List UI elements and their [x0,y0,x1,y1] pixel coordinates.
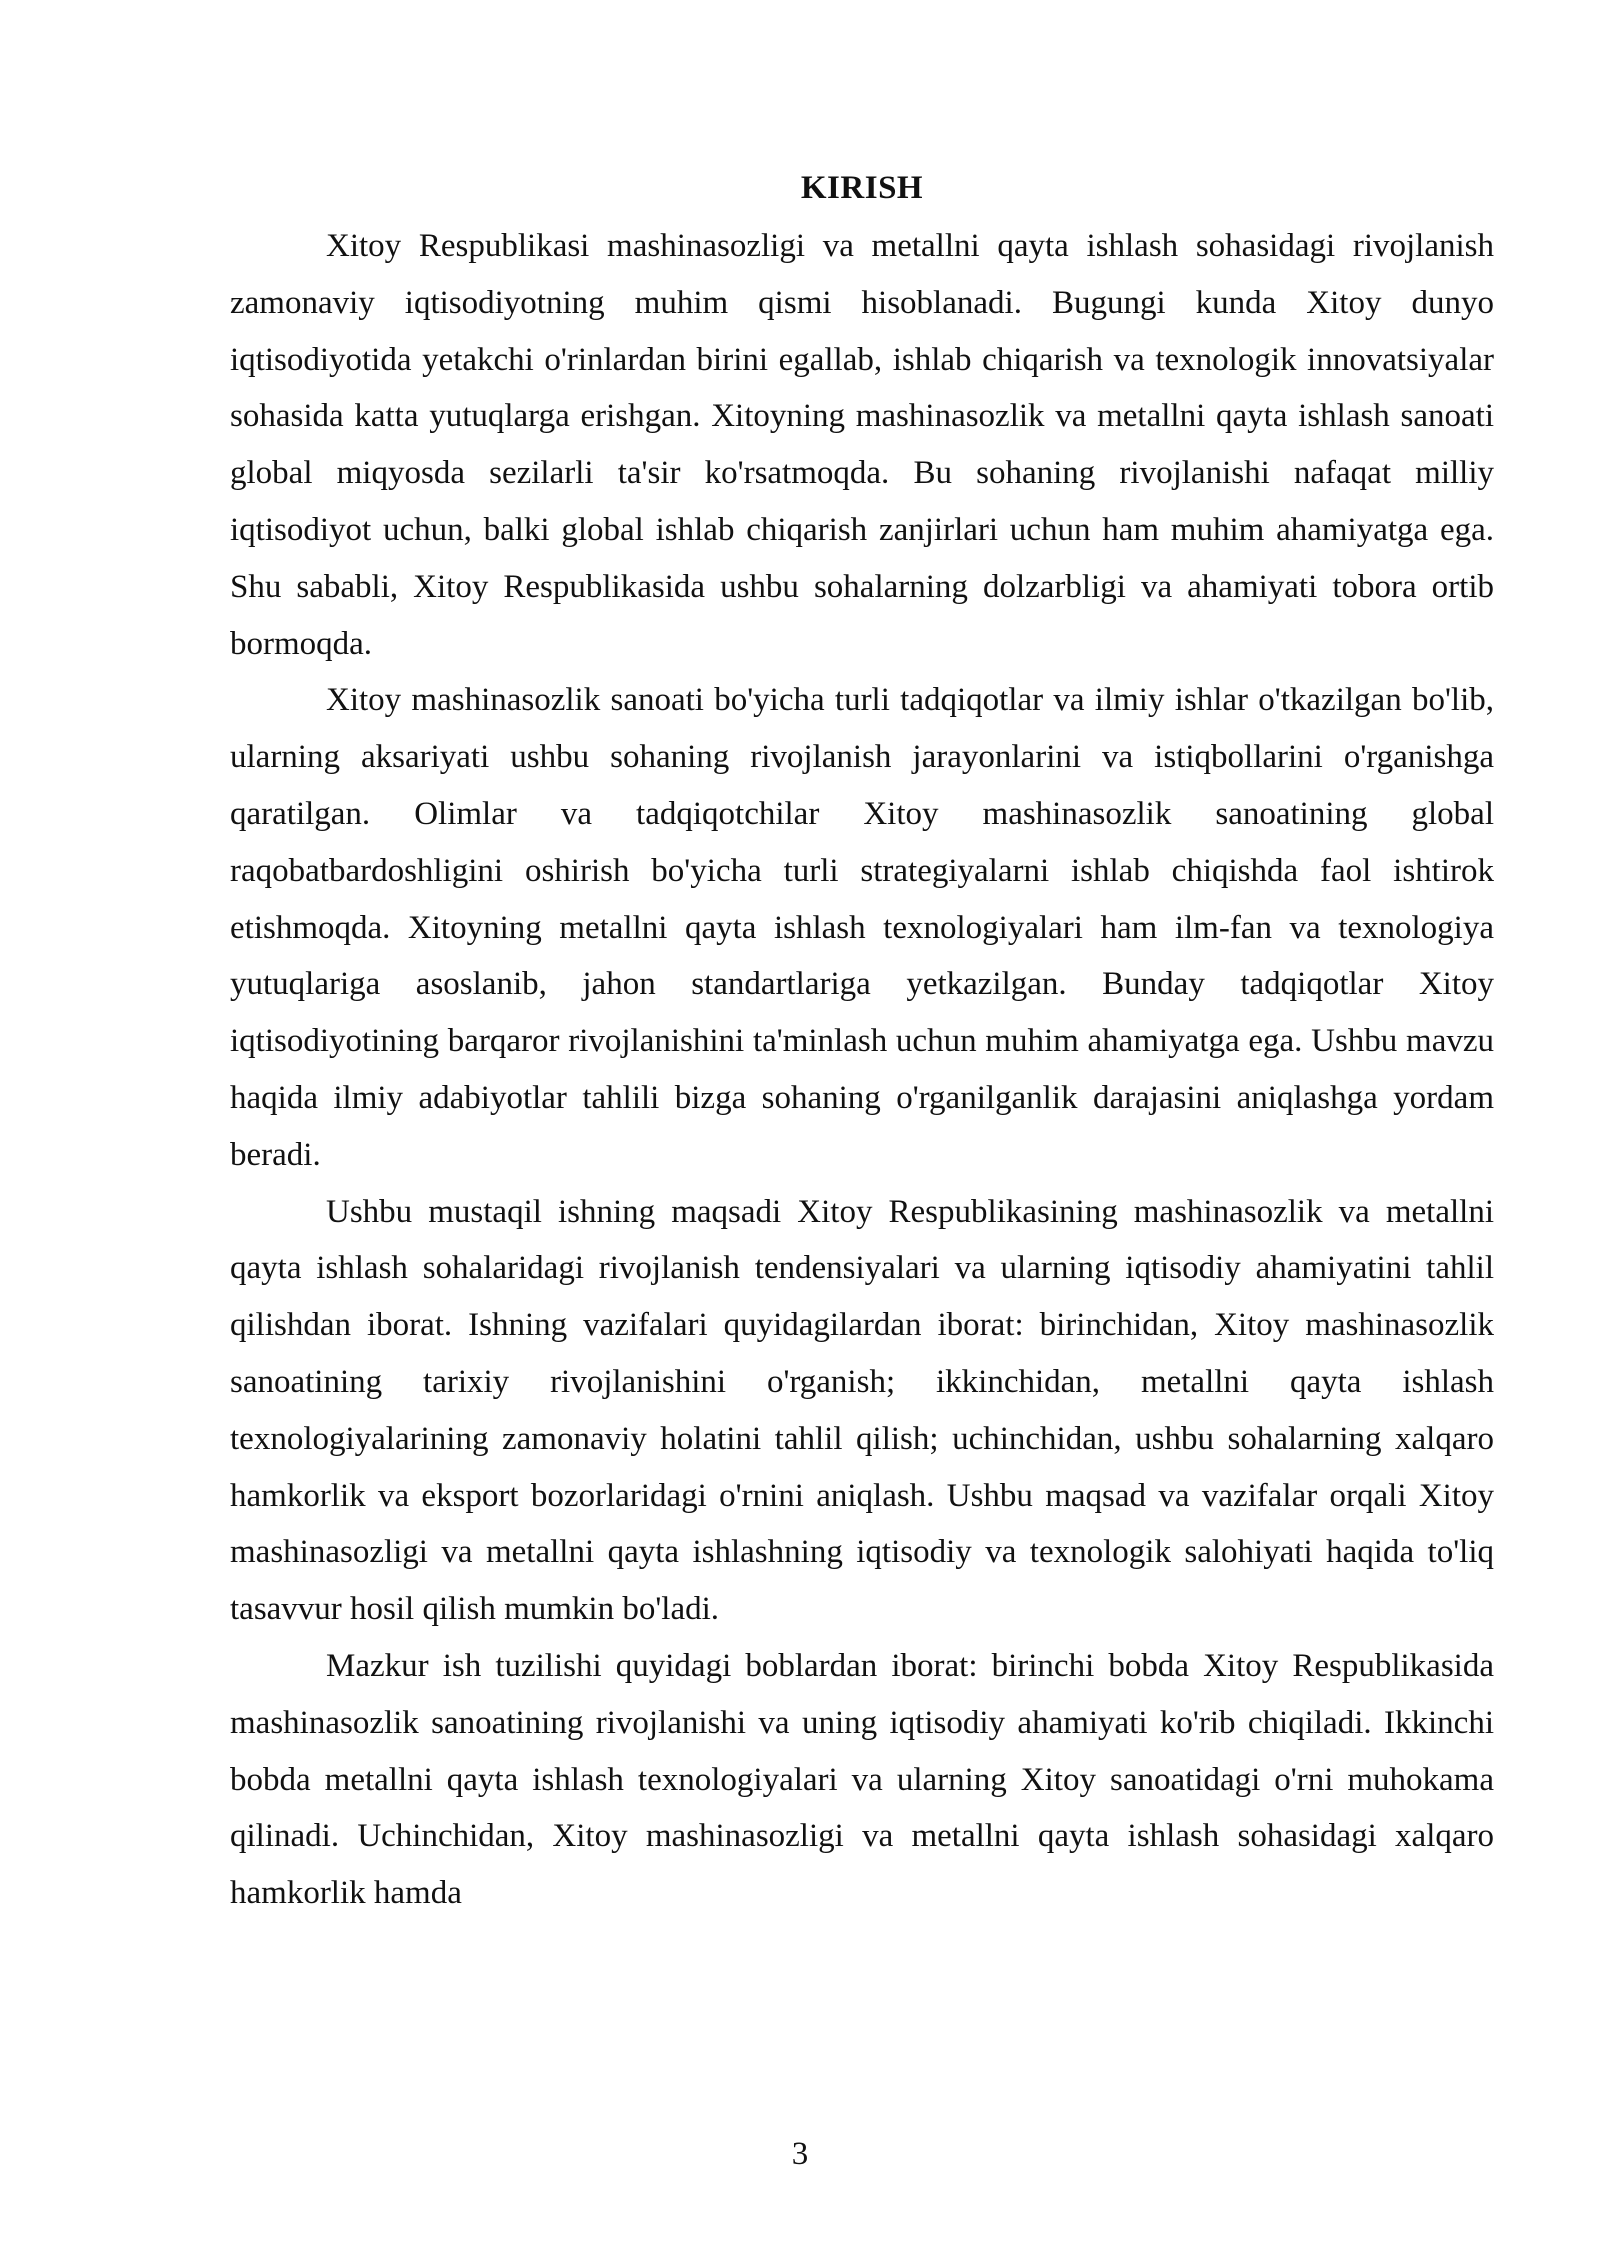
paragraph-intro: Xitoy Respublikasi mashinasozligi va metallni qayta ishlash sohasidagi rivojlanish zamonaviy iqtisodiyotning muhim qismi hisoblanadi. Bugungi kunda Xitoy dunyo iqtisodiyotida yetakchi o'rinlardan birini egallab, ishlab chiqarish va texnologik innovatsiyalar sohasida katta yutuqlarga erishgan. Xitoyning mashinasozlik va metallni qayta ishlash sanoati global miqyosda sezilarli ta'sir ko'rsatmoqda. Bu sohaning rivojlanishi nafaqat milliy iqtisodiyot uchun, balki global ishlab chiqarish zanjirlari uchun ham muhim ahamiyatga ega. Shu sababli, Xitoy Respublikasida ushbu sohalarning dolzarbligi va ahamiyati tobora ortib bormoqda. [230,228,1494,662]
page-number: 3 [791,2136,809,2172]
paragraph-goals: Ushbu mustaqil ishning maqsadi Xitoy Respublikasining mashinasozlik va metallni qayta ishlash sohalaridagi rivojlanish tendensiyalari va ularning iqtisodiy ahamiyatini tahlil qilishdan iborat. Ishning vazifalari quyidagilardan iborat: birinchidan, Xitoy mashinasozlik sanoatining tarixiy rivojlanishini o'rganish; ikkinchidan, metallni qayta ishlash texnologiyalarining zamonaviy holatini tahlil qilish; uchinchidan, ushbu sohalarning xalqaro hamkorlik va eksport bozorlaridagi o'rnini aniqlash. Ushbu maqsad va vazifalar orqali Xitoy mashinasozligi va metallni qayta ishlashning iqtisodiy va texnologik salohiyati haqida to'liq tasavvur hosil qilish mumkin bo'ladi. [230,1193,1494,1628]
page-title: KIRISH [800,170,924,206]
paragraph-structure: Mazkur ish tuzilishi quyidagi boblardan iborat: birinchi bobda Xitoy Respublikasida mashinasozlik sanoatining rivojlanishi va uning iqtisodiy ahamiyati ko'rib chiqiladi. Ikkinchi bobda metallni qayta ishlash texnologiyalari va ularning Xitoy sanoatidagi o'rni muhokama qilinadi. Uchinchidan, Xitoy mashinasozligi va metallni qayta ishlash sohasidagi xalqaro hamkorlik hamda [230,1647,1494,1912]
page-body [230,160,1494,1922]
paragraph-research: Xitoy mashinasozlik sanoati bo'yicha turli tadqiqotlar va ilmiy ishlar o'tkazilgan bo'lib, ularning aksariyati ushbu sohaning rivojlanish jarayonlarini va istiqbollarini o'rganishga qaratilgan. Olimlar va tadqiqotchilar Xitoy mashinasozlik sanoatining global raqobatbardoshligini oshirish bo'yicha turli strategiyalarni ishlab chiqishda faol ishtirok etishmoqda. Xitoyning metallni qayta ishlash texnologiyalari ham ilm-fan va texnologiya yutuqlariga asoslanib, jahon standartlariga yetkazilgan. Bunday tadqiqotlar Xitoy iqtisodiyotining barqaror rivojlanishini ta'minlash uchun muhim ahamiyatga ega. Ushbu mavzu haqida ilmiy adabiyotlar tahlili bizga sohaning o'rganilganlik darajasini aniqlashga yordam beradi. [230,682,1494,1173]
